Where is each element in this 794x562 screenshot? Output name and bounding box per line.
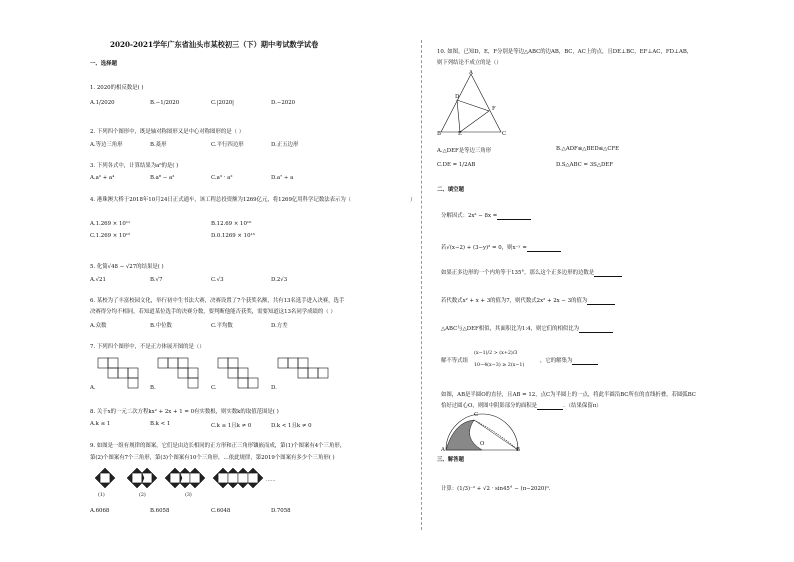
- q17-stem: 如图，AB是半圆O的直径，且AB = 12，点C为半圆上的一点，将此半圆沿BC所在的直线折叠，若圆弧BC: [441, 392, 696, 398]
- q2-option-d[interactable]: D.正五边形: [271, 142, 299, 148]
- q10-point-d: D: [455, 94, 460, 100]
- page-title: 2020-2021学年广东省汕头市某校初三（下）期中考试数学试卷: [110, 40, 319, 49]
- column-divider: [421, 40, 422, 530]
- q1-option-c[interactable]: C.|2020|: [211, 100, 234, 106]
- q15-answer-blank[interactable]: [579, 327, 613, 333]
- q17-point-o: O: [480, 441, 485, 447]
- q7-option-d[interactable]: D.: [271, 385, 277, 391]
- q9-option-a[interactable]: A.6068: [90, 508, 110, 514]
- q1-option-a[interactable]: A.1/2020: [90, 100, 115, 106]
- q1-stem: 1. 2020的相反数是( ): [90, 85, 144, 91]
- q9-option-c[interactable]: C.6048: [211, 508, 231, 514]
- q17-stem-2: [441, 403, 602, 410]
- q12-stem: [441, 245, 561, 252]
- q9-option-d[interactable]: D.7058: [271, 508, 291, 514]
- q4-option-d[interactable]: D.0.1269 × 10¹³: [211, 233, 255, 239]
- q6-option-a[interactable]: A.众数: [90, 323, 107, 329]
- section-answer: 三、解答题: [437, 457, 464, 463]
- q6-option-d[interactable]: D.方差: [271, 323, 288, 329]
- q10-point-b: B: [437, 131, 441, 137]
- q16-suffix-text: ，它的解集为: [540, 358, 573, 364]
- q10-stem-2: 则下列结论不成立的是（）: [437, 60, 502, 66]
- section-fill: 二、填空题: [437, 187, 464, 193]
- q8-stem: 8. 关于x的一元二次方程kx² + 2x + 1 = 0有实数根，则实数k的取值范围是( ): [90, 409, 279, 415]
- q16-answer-blank[interactable]: [572, 359, 598, 365]
- q7-option-a[interactable]: A.: [90, 385, 96, 391]
- q5-option-a[interactable]: A.√21: [90, 277, 106, 283]
- q8-option-a[interactable]: A.k ≤ 1: [90, 421, 111, 427]
- q13-answer-blank[interactable]: [594, 271, 622, 277]
- q14-text: 若代数式x² + x + 3的值为7，则代数式2x² + 2x − 3的值为: [441, 298, 588, 304]
- q17-text-2: 恰好过圆心O，则图中阴影部分的面积是: [441, 403, 538, 409]
- q10-option-a[interactable]: A.△DEF是等边三角形: [437, 148, 492, 154]
- q15-stem: [441, 326, 613, 333]
- q2-stem: 2. 下列四个图形中，既是轴对称图形又是中心对称图形的是（ ）: [90, 129, 245, 135]
- q18-stem: 计算：(1/3)⁻² + √2 · sin45° − (π−2020)⁰.: [441, 486, 551, 492]
- q8-option-d[interactable]: D.k < 1且k ≠ 0: [271, 423, 312, 429]
- q4-option-c[interactable]: C.1.269 × 10¹²: [90, 233, 131, 239]
- q12-answer-blank[interactable]: [527, 246, 561, 252]
- q14-answer-blank[interactable]: [587, 299, 615, 305]
- q13-stem: [441, 270, 622, 277]
- q15-text: △ABC与△DEF相似，其面积比为1:4，则它们的相似比为: [441, 326, 580, 332]
- q4-stem-end: ）: [410, 197, 416, 203]
- q4-option-b[interactable]: B.12.69 × 10¹⁰: [211, 221, 252, 227]
- q3-stem: 3. 下列各式中，计算结果为a⁶的是( ): [90, 163, 179, 169]
- q2-option-b[interactable]: B.菱形: [150, 142, 167, 148]
- q10-stem: 10. 如图，已知D，E，F分别是等边△ABC的边AB，BC，AC上的点，且DE⊥BC，EF⊥AC，FD⊥AB，: [437, 49, 693, 55]
- q9-dots: ……: [266, 478, 276, 483]
- q3-option-b[interactable]: B.a⁸ − a²: [150, 175, 175, 181]
- q3-option-a[interactable]: A.a² + a⁴: [90, 175, 115, 181]
- q9-stem: 9. 如图是一组有规律的图案，它们是由边长相同的正方形和正三角形镶嵌而成，第(1)个图案有4个三角形，: [90, 443, 346, 449]
- q9-label-2: (2): [139, 493, 146, 498]
- q10-point-a: A: [469, 70, 473, 76]
- q3-option-c[interactable]: C.a³ · a²: [211, 175, 233, 181]
- q16-prefix: 解不等式组: [441, 358, 468, 364]
- q10-triangle-figure: [437, 70, 517, 140]
- q9-label-1: (1): [98, 493, 105, 498]
- q10-point-e: E: [458, 131, 462, 137]
- q2-option-a[interactable]: A.等边三角形: [90, 142, 123, 148]
- q17-point-c: C: [474, 412, 479, 418]
- q6-option-b[interactable]: B.中位数: [150, 323, 172, 329]
- q10-point-c: C: [502, 131, 507, 137]
- q10-option-d[interactable]: D.S△ABC = 3S△DEF: [556, 162, 613, 168]
- q10-option-b[interactable]: B.△ADF≌△BED≌△CFE: [556, 146, 620, 152]
- q16-line-1: (x−1)/2 > (x+2)/3: [474, 351, 518, 356]
- q9-stem-2: 第(2)个图案有7个三角形，第(3)个图案有10个三角形，…依此规律，第2019个图案有多少个三角形( ): [90, 455, 335, 461]
- q17-point-a: A: [441, 447, 445, 453]
- q6-stem: 6. 某校为了丰富校园文化，举行初中生书法大赛，决赛设置了7个获奖名额，共有13名选手进入决赛，选手: [90, 298, 345, 304]
- q1-option-d[interactable]: D.−2020: [271, 100, 296, 106]
- q6-stem-2: 决赛得分均不相同，若知道某位选手的决赛分数，要判断他能否获奖，需要知道这13名同学成绩的（ ）: [90, 309, 336, 315]
- q8-option-c[interactable]: C.k ≤ 1且k ≠ 0: [211, 423, 252, 429]
- q9-option-b[interactable]: B.6058: [150, 508, 170, 514]
- q4-stem-text: 4. 港珠澳大桥于2018年10月24日正式通车，该工程总投资额为1269亿元，将1269亿用科学记数法表示为（: [90, 197, 352, 203]
- q4-option-a[interactable]: A.1.269 × 10¹¹: [90, 221, 131, 227]
- q6-option-c[interactable]: C.平均数: [211, 323, 233, 329]
- q7-option-b[interactable]: B.: [150, 385, 156, 391]
- q11-answer-blank[interactable]: [497, 214, 531, 220]
- q17-point-b: B: [516, 447, 520, 453]
- q17-text-3: ．（结果保留π）: [563, 403, 602, 409]
- section-choice: 一、选择题: [90, 61, 117, 67]
- q16-line-2: 10−4(x−3) ≥ 2(x−1): [474, 363, 525, 368]
- q10-option-c[interactable]: C.DE = 1/2AB: [437, 162, 476, 168]
- q12-text: 若√(x−2) + (3−y)² = 0，则x⁻ʸ =: [441, 245, 527, 251]
- q9-label-3: (3): [185, 493, 192, 498]
- q5-option-b[interactable]: B.√7: [150, 277, 163, 283]
- q17-semicircle-figure: [440, 412, 525, 454]
- q14-stem: [441, 298, 615, 305]
- q5-option-d[interactable]: D.2√3: [271, 277, 288, 283]
- q7-cube-nets-figure: [90, 356, 420, 396]
- q7-stem: 7. 下列四个图形中，不是正方体展开图的是（）: [90, 344, 205, 350]
- q10-point-f: F: [492, 106, 496, 112]
- q5-option-c[interactable]: C.√3: [211, 277, 224, 283]
- q3-option-d[interactable]: D.a⁷ ÷ a: [271, 175, 294, 181]
- q16-suffix: [540, 358, 598, 365]
- q4-stem: [90, 197, 351, 204]
- q8-option-b[interactable]: B.k < 1: [150, 421, 171, 427]
- q5-stem: 5. 化简√48 − √27的结果是( ): [90, 264, 164, 270]
- q7-option-c[interactable]: C.: [211, 385, 217, 391]
- q13-text: 如果正多边形的一个内角等于135°，那么这个正多边形的边数是: [441, 270, 595, 276]
- q11-text: 分解因式：2x² − 8x =: [441, 213, 498, 219]
- q9-pattern-figure: [90, 467, 410, 497]
- q11-stem: [441, 213, 531, 220]
- q2-option-c[interactable]: C.平行四边形: [211, 142, 244, 148]
- q17-answer-blank[interactable]: [537, 404, 563, 410]
- q1-option-b[interactable]: B.−1/2020: [150, 100, 180, 106]
